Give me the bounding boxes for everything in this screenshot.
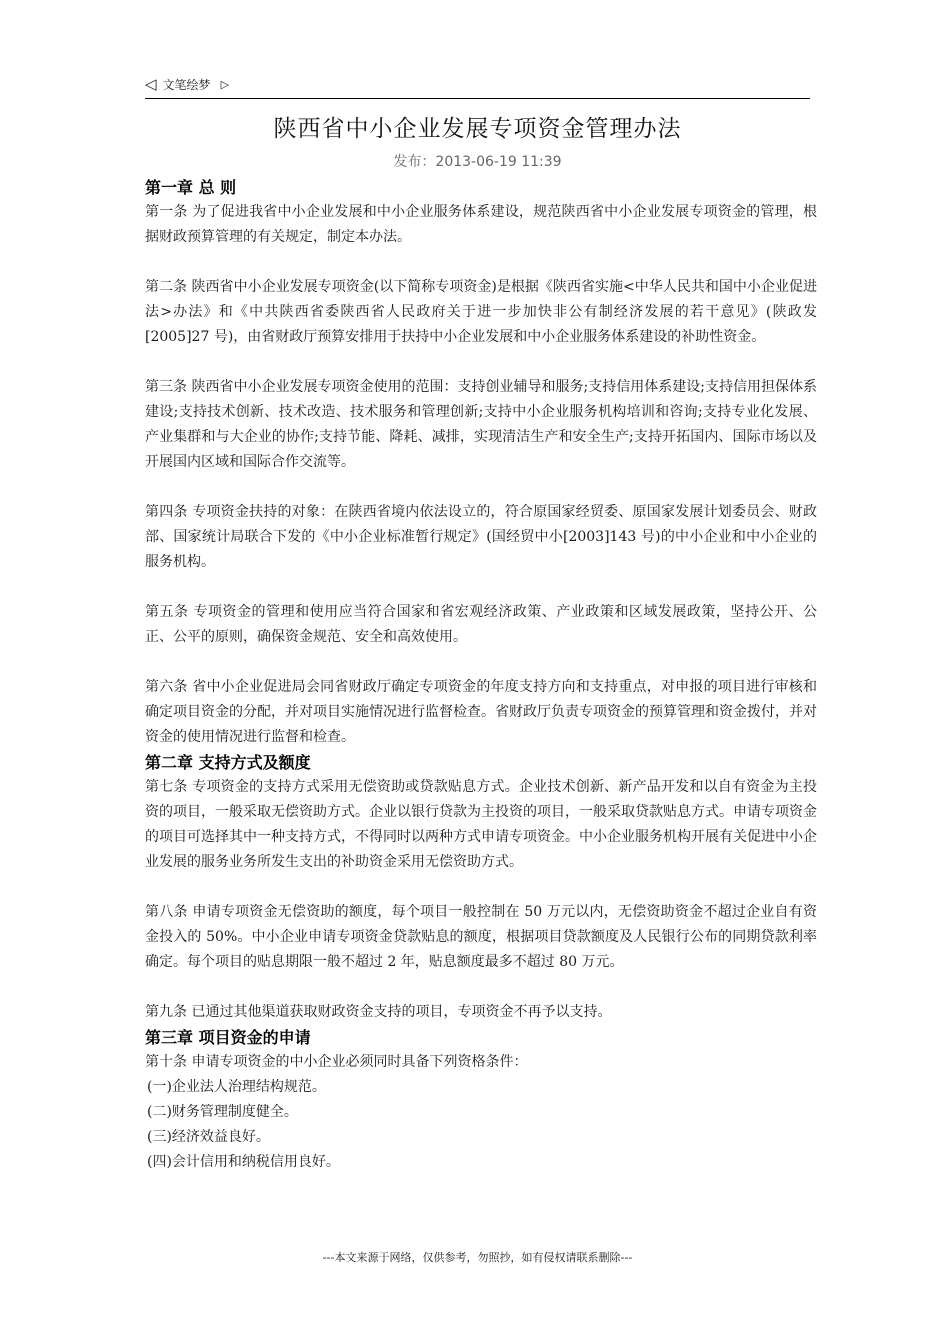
document-page [145,60,817,1344]
triangle-left-icon: ◁ [145,74,157,93]
chapter-heading: 第三章 项目资金的申请 [145,1028,311,1047]
article-paragraph: 第四条 专项资金扶持的对象：在陕西省境内依法设立的，符合原国家经贸委、原国家发展计划委员会、财政部、国家统计局联合下发的《中小企业标准暂行规定》(国经贸中小[2003]143 号)的中小企业和中小企业的服务机构。 [145,504,817,570]
document-header [145,70,810,99]
list-item: (二)财务管理制度健全。 [147,1104,298,1120]
article-paragraph: 第五条 专项资金的管理和使用应当符合国家和省宏观经济政策、产业政策和区域发展政策，坚持公开、公正、公平的原则，确保资金规范、安全和高效使用。 [145,604,817,645]
article-paragraph: 第六条 省中小企业促进局会同省财政厅确定专项资金的年度支持方向和支持重点，对申报的项目进行审核和确定项目资金的分配，并对项目实施情况进行监督检查。省财政厅负责专项资金的预算管理和资金拨付，并对资金的使用情况进行监督和检查。 [145,679,817,745]
footer-disclaimer: ---本文来源于网络，仅供参考，勿照抄，如有侵权请联系删除--- [322,1251,633,1264]
article-paragraph: 第二条 陕西省中小企业发展专项资金(以下简称专项资金)是根据《陕西省实施<中华人民共和国中小企业促进法>办法》和《中共陕西省委陕西省人民政府关于进一步加快非公有制经济发展的若干意见》(陕政发[2005]27 号)，由省财政厅预算安排用于扶持中小企业发展和中小企业服务体系建设的补助性资金。 [145,279,817,345]
article-paragraph: 第十条 申请专项资金的中小企业必须同时具备下列资格条件： [145,1054,528,1070]
list-item: (一)企业法人治理结构规范。 [147,1079,326,1095]
chapter-heading: 第二章 支持方式及额度 [145,753,311,772]
article-paragraph: 第七条 专项资金的支持方式采用无偿资助或贷款贴息方式。企业技术创新、新产品开发和以自有资金为主投资的项目，一般采取无偿资助方式。企业以银行贷款为主投资的项目，一般采取贷款贴息方式。申请专项资金的项目可选择其中一种支持方式，不得同时以两种方式申请专项资金。中小企业服务机构开展有关促进中小企业发展的服务业务所发生支出的补助资金采用无偿资助方式。 [145,779,817,870]
article-paragraph: 第九条 已通过其他渠道获取财政资金支持的项目，专项资金不再予以支持。 [145,1004,612,1020]
publish-date: 发布：2013-06-19 11:39 [393,154,562,170]
list-item: (四)会计信用和纳税信用良好。 [147,1154,340,1170]
article-paragraph: 第一条 为了促进我省中小企业发展和中小企业服务体系建设，规范陕西省中小企业发展专项资金的管理，根据财政预算管理的有关规定，制定本办法。 [145,204,817,245]
article-paragraph: 第三条 陕西省中小企业发展专项资金使用的范围：支持创业辅导和服务;支持信用体系建设;支持信用担保体系建设;支持技术创新、技术改造、技术服务和管理创新;支持中小企业服务机构培训和咨询;支持专业化发展、产业集群和与大企业的协作;支持节能、降耗、减排，实现清洁生产和安全生产;支持开拓国内、国际市场以及开展国内区域和国际合作交流等。 [145,379,817,470]
article-paragraph: 第八条 申请专项资金无偿资助的额度，每个项目一般控制在 50 万元以内，无偿资助资金不超过企业自有资金投入的 50%。中小企业申请专项资金贷款贴息的额度，根据项目贷款额度及人民银行公布的同期贷款利率确定。每个项目的贴息期限一般不超过 2 年，贴息额度最多不超过 80 万元。 [145,904,817,970]
page-title: 陕西省中小企业发展专项资金管理办法 [273,116,682,142]
brand-label: 文笔绘梦 [162,77,211,92]
triangle-right-icon: ▷ [220,77,230,91]
list-item: (三)经济效益良好。 [147,1129,270,1145]
document-body [145,175,817,1175]
chapter-heading: 第一章 总 则 [145,178,237,197]
